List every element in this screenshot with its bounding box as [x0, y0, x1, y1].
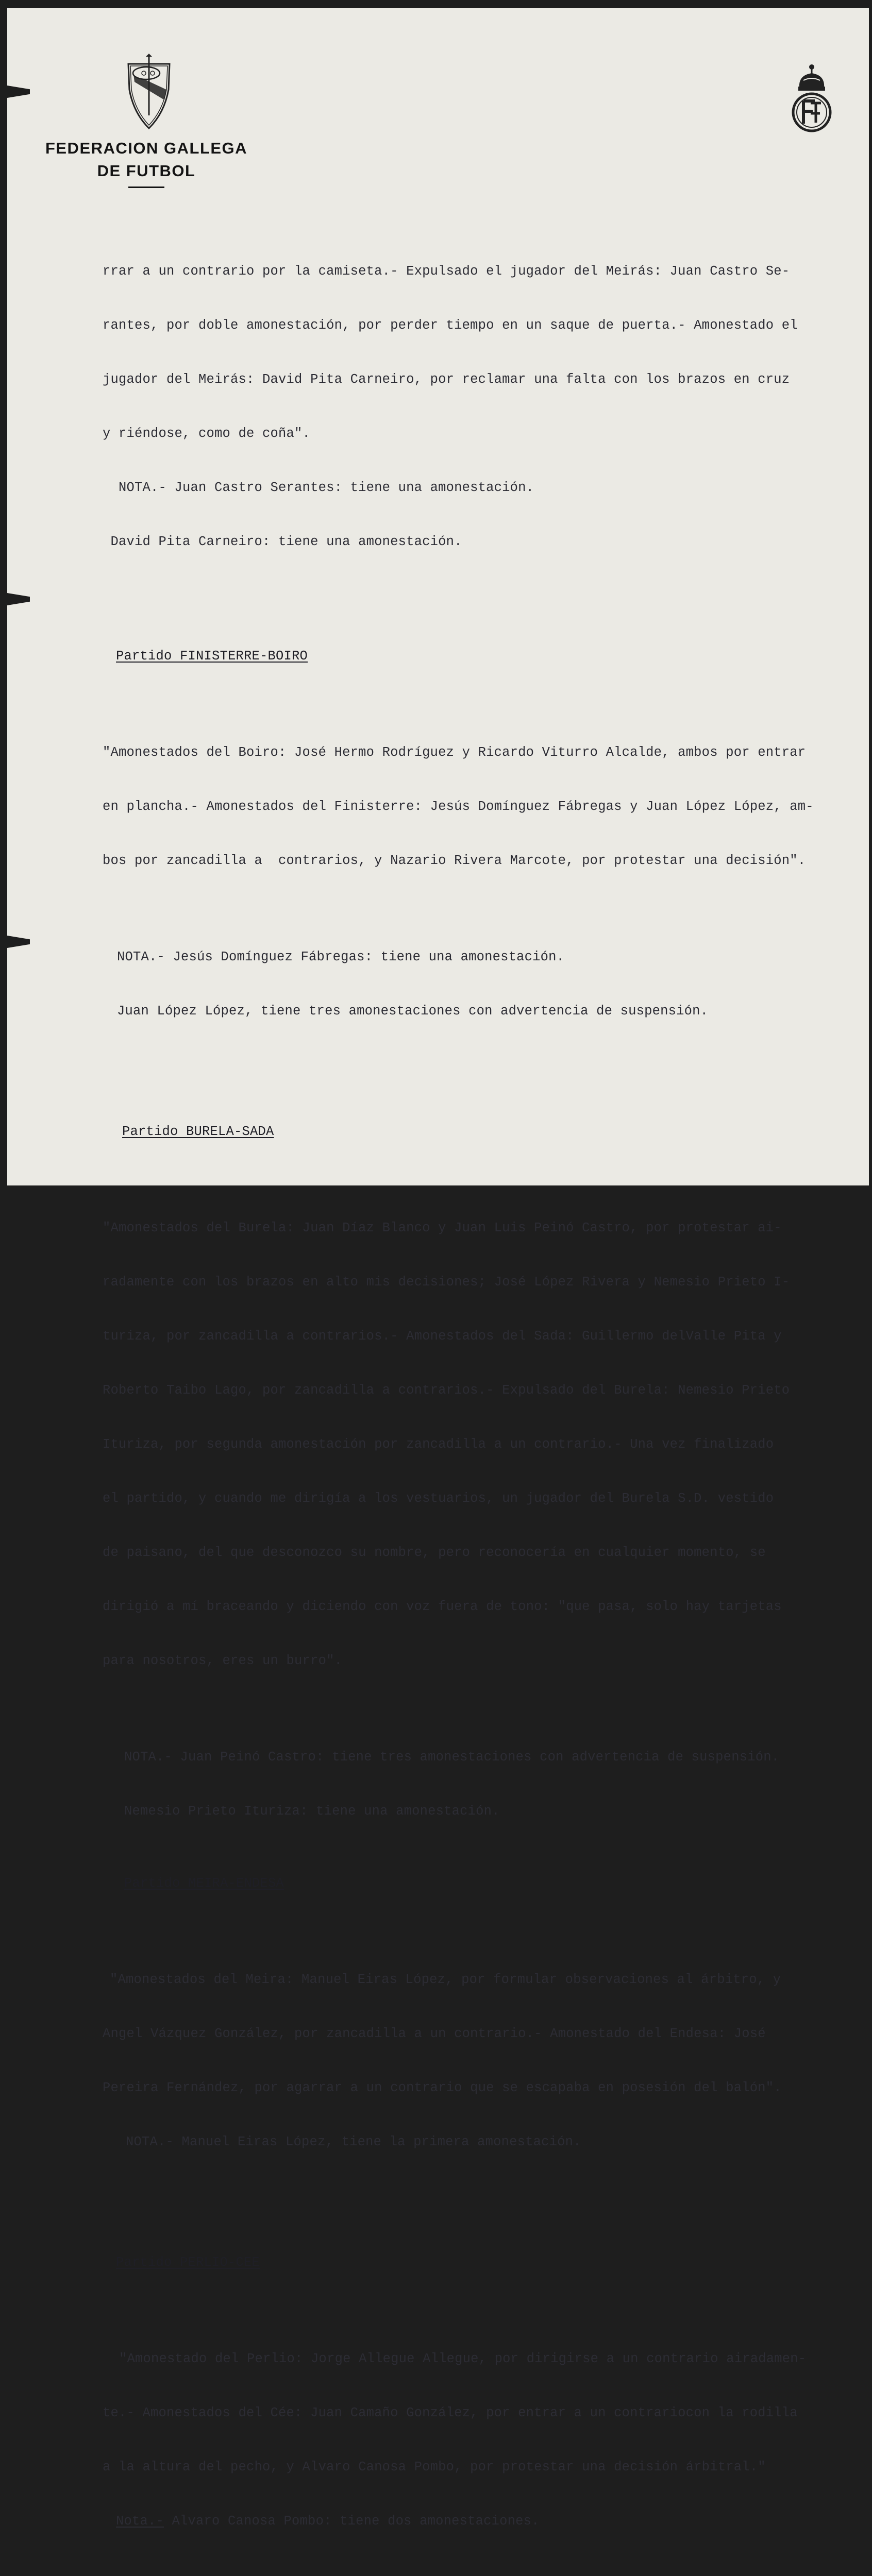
body-line: rantes, por doble amonestación, por perder tiempo en un saque de puerta.- Amonestado el [103, 318, 798, 333]
note-line: NOTA.- Jesús Domínguez Fábregas: tiene una amonestación. [117, 950, 565, 964]
document-page [7, 8, 869, 2529]
body-line: radamente con los brazos en alto mis decisiones; José López Rivera y Nemesio Prieto I- [103, 1275, 790, 1290]
match-heading: Partido BURELA-SADA [122, 1124, 274, 1139]
punch-hole-mark [7, 593, 30, 605]
body-line: "Amonestado del Perlio: Jorge Allegue Allegue, por dirigirse a un contrario airadamen- [119, 2351, 807, 2366]
body-line: Angel Vázquez González, por zancadilla a un contrario.- Amonestado del Endesa: José [103, 2026, 766, 2041]
note-line: David Pita Carneiro: tiene una amonestación. [103, 534, 462, 549]
org-name-line-1: FEDERACION GALLEGA [45, 139, 248, 157]
match-heading: Partido PERLIO-CEE [116, 2255, 260, 2270]
body-line: de paisano, del que desconozco su nombre, pero reconocería en cualquier momento, se [103, 1545, 766, 1560]
org-name-underline [128, 187, 164, 188]
note-line: Juan López López, tiene tres amonestaciones con advertencia de suspensión. [117, 1004, 709, 1019]
document-body [103, 208, 860, 2576]
org-name-line-2: DE FUTBOL [97, 162, 196, 180]
body-line: te.- Amonestados del Cée: Juan Camaño González, por entrar a un contrariocon la rodilla [103, 2405, 798, 2420]
body-line: turiza, por zancadilla a contrarios.- Amonestados del Sada: Guillermo delValle Pita y [103, 1329, 782, 1344]
body-line: "Amonestados del Meira: Manuel Eiras López, por formular observaciones al árbitro, y [110, 1972, 781, 1987]
match-heading: Partido MEIRA-ENDESA [124, 1876, 284, 1891]
body-line: Roberto Taibo Lago, por zancadilla a contrarios.- Expulsado del Burela: Nemesio Prieto [103, 1383, 790, 1398]
spanish-federation-crown-emblem-icon [788, 64, 835, 133]
body-line: a la altura del pecho, y Alvaro Canosa Pombo, por protestar una decisión árbitral." [103, 2460, 766, 2475]
body-line: y riéndose, como de coña". [103, 426, 311, 441]
note-text: Alvaro Canosa Pombo: tiene dos amonestaciones. [164, 2514, 540, 2529]
body-line: dirigió a mí braceando y diciendo con voz fuera de tono: "que pasa, solo hay tarjetas [103, 1599, 782, 1614]
note-line: NOTA.- Juan Peinó Castro: tiene tres amonestaciones con advertencia de suspensión. [124, 1750, 780, 1765]
body-line: Ituriza, por segunda amonestación por zancadilla a un contrario.- Una vez finalizado [103, 1437, 774, 1452]
note-label: Nota.- [116, 2514, 164, 2529]
note-line: NOTA.- Juan Castro Serantes: tiene una amonestación. [103, 480, 534, 495]
note-line: Nemesio Prieto Ituriza: tiene una amonestación. [124, 1804, 500, 1819]
note-line: NOTA.- Manuel Eiras López, tiene la primera amonestación. [110, 2134, 581, 2149]
federation-name [38, 137, 255, 188]
body-line: para nosotros, eres un burro". [103, 1653, 343, 1668]
body-line: Pereira Fernández, por agarrar a un contrario que se escapaba en posesión del balón". [103, 2080, 782, 2095]
galician-federation-shield-icon [123, 54, 175, 131]
body-line: en plancha.- Amonestados del Finisterre: Jesús Domínguez Fábregas y Juan López López, am- [103, 799, 814, 814]
punch-hole-mark [7, 86, 30, 98]
body-line: jugador del Meirás: David Pita Carneiro, por reclamar una falta con los brazos en cruz [103, 372, 790, 387]
body-line: rrar a un contrario por la camiseta.- Expulsado el jugador del Meirás: Juan Castro Se- [103, 264, 790, 279]
body-line: el partido, y cuando me dirigía a los vestuarios, un jugador del Burela S.D. vestido [103, 1491, 774, 1506]
body-line: "Amonestados del Burela: Juan Díaz Blanco y Juan Luis Peinó Castro, por protestar ai- [103, 1221, 782, 1235]
body-line: "Amonestados del Boiro: José Hermo Rodríguez y Ricardo Viturro Alcalde, ambos por entrar [103, 745, 806, 760]
punch-hole-mark [7, 936, 30, 948]
body-line: bos por zancadilla a contrarios, y Nazario Rivera Marcote, por protestar una decisión". [103, 853, 806, 868]
match-heading: Partido FINISTERRE-BOIRO [116, 649, 308, 664]
